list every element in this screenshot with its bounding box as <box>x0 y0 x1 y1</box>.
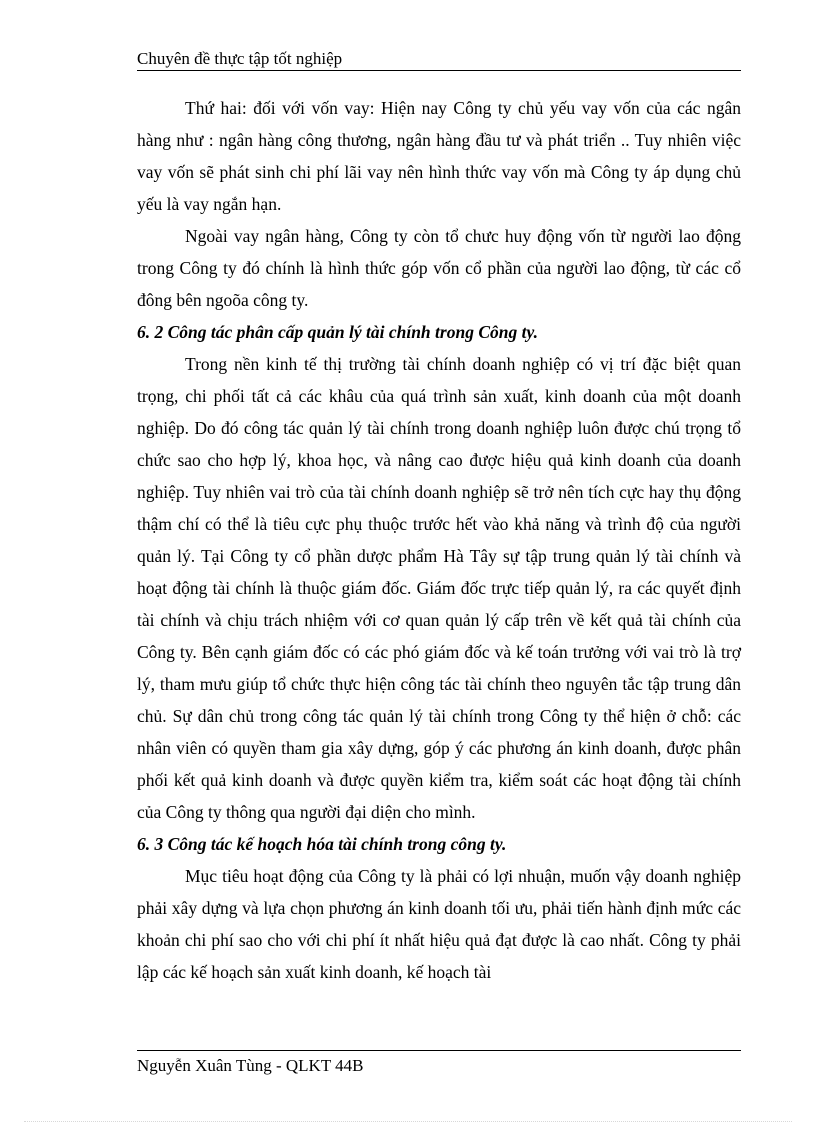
paragraph-employee-capital: Ngoài vay ngân hàng, Công ty còn tổ chưc huy động vốn từ người lao động trong Công ty đó chính là hình thức góp vốn cổ phần của người lao động, từ các cổ đông bên ngoõa công ty. <box>137 226 741 310</box>
page-bottom-edge <box>24 1121 792 1122</box>
footer-divider <box>137 1050 741 1051</box>
paragraph-loan-capital: Thứ hai: đối với vốn vay: Hiện nay Công ty chủ yếu vay vốn của các ngân hàng như : ngân hàng công thương, ngân hàng đầu tư và phát triển .. Tuy nhiên việc vay vốn sẽ phát sinh chi phí lãi vay nên hình thức vay vốn mà Công ty áp dụng chủ yếu là vay ngắn hạn. <box>137 98 741 214</box>
paragraph-financial-management: Trong nền kinh tế thị trường tài chính doanh nghiệp có vị trí đặc biệt quan trọng, chi phối tất cả các khâu của quá trình sản xuất, kinh doanh của một doanh nghiệp. Do đó công tác quản lý tài chính trong doanh nghiệp luôn được chú trọng tổ chức sao cho hợp lý, khoa học, và nâng cao được hiệu quả kinh doanh của doanh nghiệp. Tuy nhiên vai trò của tài chính doanh nghiệp sẽ trở nên tích cực hay thụ động thậm chí có thể là tiêu cực phụ thuộc trước hết vào khả năng và trình độ của người quản lý. Tại Công ty cổ phần dược phẩm Hà Tây sự tập trung quản lý tài chính và hoạt động tài chính là thuộc giám đốc. Giám đốc trực tiếp quản lý, ra các quyết định tài chính và chịu trách nhiệm với cơ quan quản lý cấp trên về kết quả tài chính của Công ty. Bên cạnh giám đốc có các phó giám đốc và kế toán trưởng với vai trò là trợ lý, tham mưu giúp tổ chức thực hiện công tác tài chính theo nguyên tắc tập trung dân chủ. Sự dân chủ trong công tác quản lý tài chính trong Công ty thể hiện ở chỗ: các nhân viên có quyền tham gia xây dựng, góp ý các phương án kinh doanh, được phân phối kết quả kinh doanh và được quyền kiểm tra, kiểm soát các hoạt động tài chính của Công ty thông qua người đại diện cho mình. <box>137 354 741 822</box>
document-body <box>137 92 741 988</box>
page-header-title: Chuyên đề thực tập tốt nghiệp <box>137 49 343 68</box>
section-heading-6-3: 6. 3 Công tác kế hoạch hóa tài chính trong công ty. <box>137 834 507 854</box>
header-divider <box>137 70 741 71</box>
section-heading-6-2: 6. 2 Công tác phân cấp quản lý tài chính trong Công ty. <box>137 322 538 342</box>
paragraph-financial-planning: Mục tiêu hoạt động của Công ty là phải có lợi nhuận, muốn vậy doanh nghiệp phải xây dựng và lựa chọn phương án kinh doanh tối ưu, phải tiến hành định mức các khoản chi phí sao cho với chi phí ít nhất hiệu quả đạt được là cao nhất. Công ty phải lập các kế hoạch sản xuất kinh doanh, kế hoạch tài <box>137 866 741 982</box>
page-footer-author: Nguyễn Xuân Tùng - QLKT 44B <box>137 1056 364 1075</box>
